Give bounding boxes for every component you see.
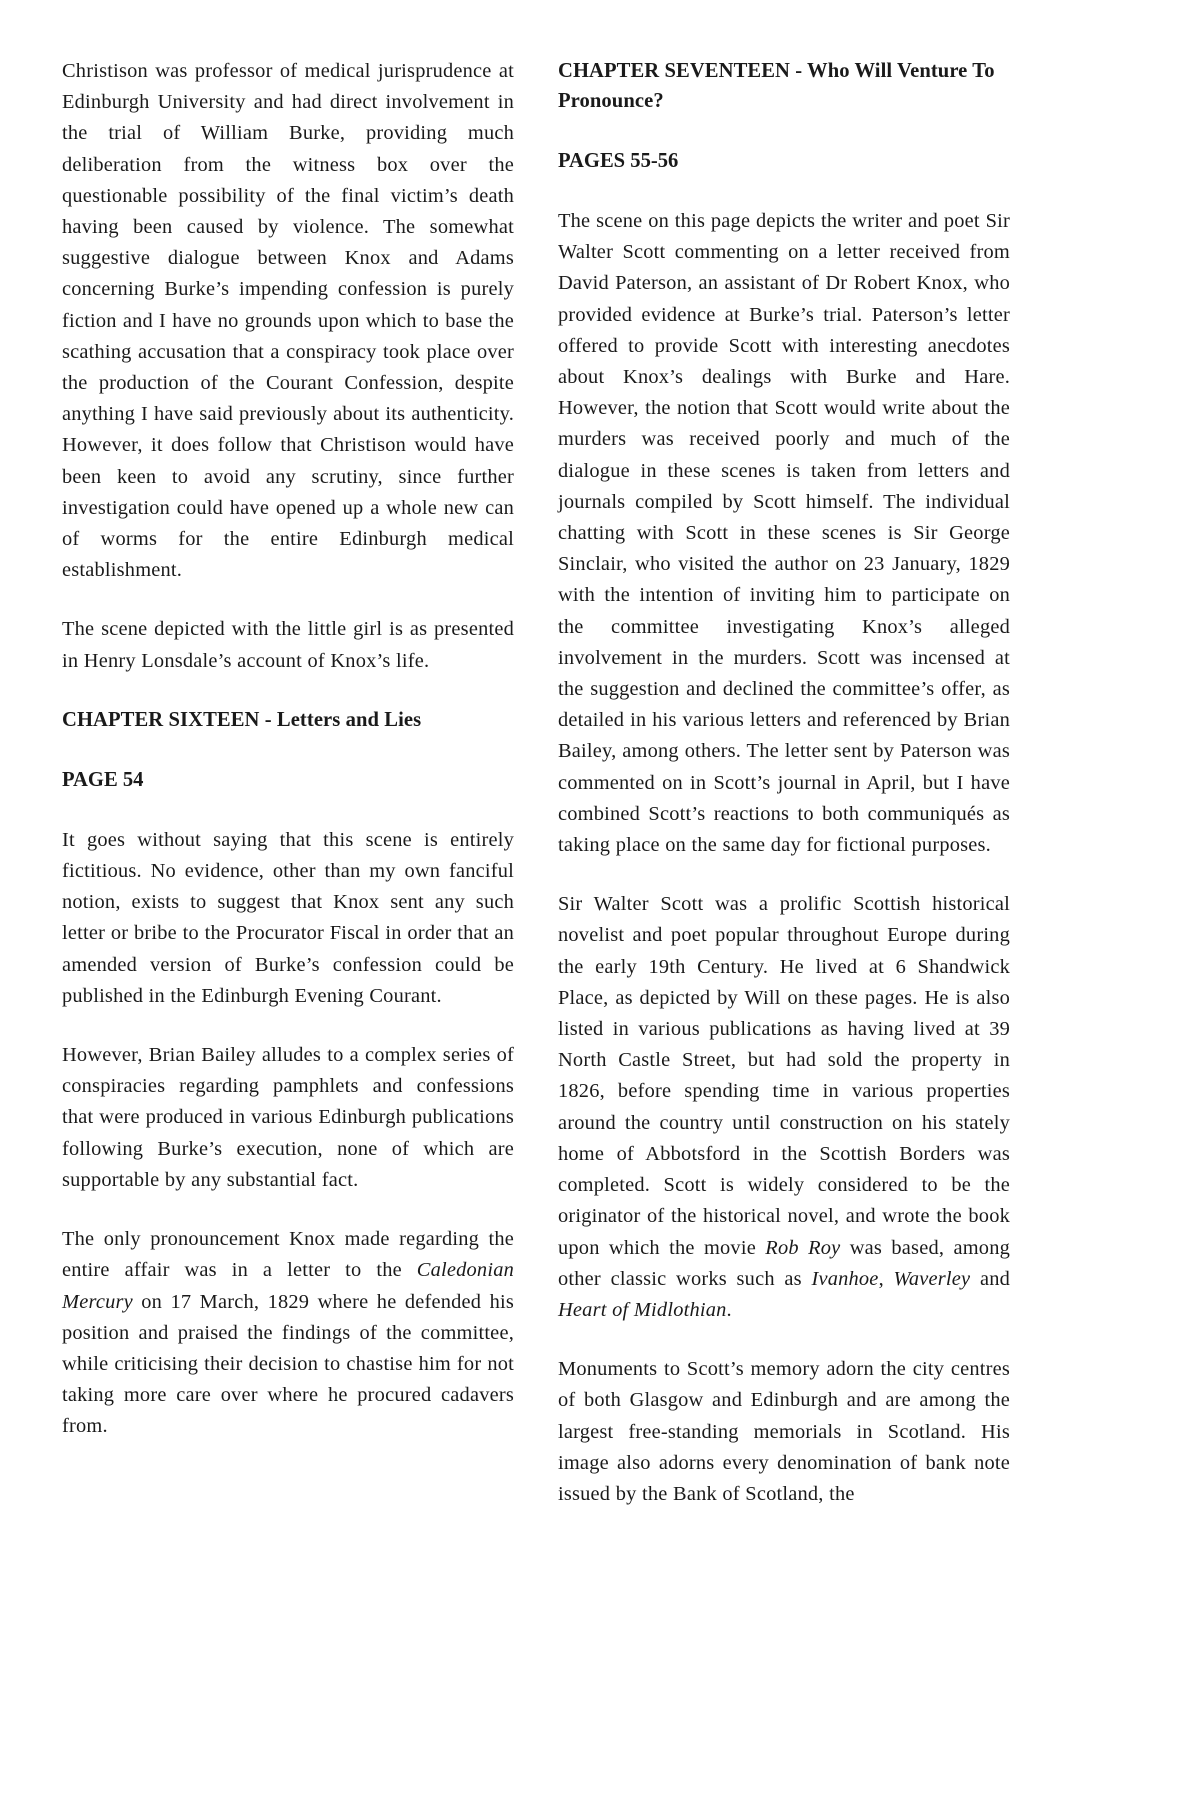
- paragraph-christison: Christison was professor of medical jurisprudence at Edinburgh University and had direct involvement in the trial of William Burke, providing much deliberation from the witness box over the questionable possibility of the final victim’s death having been caused by violence. The somewhat suggestive dialogue between Knox and Adams concerning Burke’s impending confession is purely fiction and I have no grounds upon which to base the scathing accusation that a conspiracy took place over the production of the Courant Confession, despite anything I have said previously about its authenticity. However, it does follow that Christison would have been keen to avoid any scrutiny, since further investigation could have opened up a whole new can of worms for the entire Edinburgh medical establishment.: [62, 60, 514, 582]
- chapter-sixteen-heading: CHAPTER SIXTEEN - Letters and Lies: [62, 708, 422, 731]
- paragraph-scott-monuments: Monuments to Scott’s memory adorn the city centres of both Glasgow and Edinburgh and are among the largest free-standing memorials in Scotland. His image also adorns every denomination of bank note issued by the Bank of Scotland, the: [558, 1358, 1010, 1505]
- ivanhoe-title: Ivanhoe: [811, 1267, 879, 1290]
- pages-55-56-label: PAGES 55-56: [558, 150, 679, 172]
- two-column-layout: [62, 56, 1138, 1760]
- paragraph-fictitious-scene: It goes without saying that this scene is entirely fictitious. No evidence, other than my own fanciful notion, exists to suggest that Knox sent any such letter or bribe to the Procurator Fiscal in order that an amended version of Burke’s confession could be published in the Edinburgh Evening Courant.: [62, 828, 514, 1007]
- right-column: [558, 56, 1010, 1510]
- paragraph-scott-biography-part1: Sir Walter Scott was a prolific Scottish historical novelist and poet popular throughout Europe during the early 19th Century. He lived at 6 Shandwick Place, as depicted by Will on these pages. He is also listed in various publications as having lived at 39 North Castle Street, but had sold the property in 1826, before spending time in various properties around the country until construction on his stately home of Abbotsford in the Scottish Borders was completed. Scott is widely considered to be the originator of the historical novel, and wrote the book upon which the movie: [558, 893, 1010, 1259]
- paragraph-scott-biography-part4: and: [970, 1267, 1010, 1290]
- paragraph-scott-paterson-letter: The scene on this page depicts the writer and poet Sir Walter Scott commenting on a letter received from David Paterson, an assistant of Dr Robert Knox, who provided evidence at Burke’s trial. Paterson’s letter offered to provide Scott with interesting anecdotes about Knox’s dealings with Burke and Hare. However, the notion that Scott would write about the murders was received poorly and much of the dialogue in these scenes is taken from letters and journals compiled by Scott himself. The individual chatting with Scott in these scenes is Sir George Sinclair, who visited the author on 23 January, 1829 with the intention of inviting him to participate on the committee investigating Knox’s alleged involvement in the murders. Scott was incensed at the suggestion and declined the committee’s offer, as detailed in his various letters and referenced by Brian Bailey, among others. The letter sent by Paterson was commented on in Scott’s journal in April, but I have combined Scott’s reactions to both communiqués as taking place on the same day for fictional purposes.: [558, 210, 1010, 857]
- page-54-label: PAGE 54: [62, 768, 144, 791]
- waverley-title: Waverley: [893, 1267, 971, 1290]
- paragraph-scott-biography-part3: ,: [878, 1267, 894, 1290]
- left-column: [62, 56, 514, 1443]
- paragraph-brian-bailey-conspiracies: However, Brian Bailey alludes to a complex series of conspiracies regarding pamphlets and confessions that were produced in various Edinburgh publications following Burke’s execution, none of which are supportable by any substantial fact.: [62, 1044, 514, 1191]
- paragraph-knox-pronouncement: [62, 1224, 514, 1442]
- heart-of-midlothian-title: Heart of Midlothian: [558, 1298, 727, 1321]
- caledonian-mercury-title: Caledonian Mercury: [62, 1259, 514, 1313]
- paragraph-little-girl-scene: The scene depicted with the little girl is as presented in Henry Lonsdale’s account of Knox’s life.: [62, 618, 514, 672]
- paragraph-scott-biography: [558, 889, 1010, 1326]
- paragraph-scott-biography-part5: .: [726, 1298, 732, 1321]
- paragraph-knox-pronouncement-part1: The only pronouncement Knox made regarding the entire affair was in a letter to the: [62, 1228, 514, 1282]
- rob-roy-title: Rob Roy: [765, 1236, 841, 1259]
- chapter-seventeen-heading: CHAPTER SEVENTEEN - Who Will Venture To Pronounce?: [558, 60, 995, 112]
- paragraph-scott-biography-part2: was based, among other classic works such as: [558, 1236, 1010, 1290]
- paragraph-knox-pronouncement-part2: on 17 March, 1829 where he defended his position and praised the findings of the committee, while criticising their decision to chastise him for not taking more care over where he procured cadavers from.: [62, 1290, 514, 1438]
